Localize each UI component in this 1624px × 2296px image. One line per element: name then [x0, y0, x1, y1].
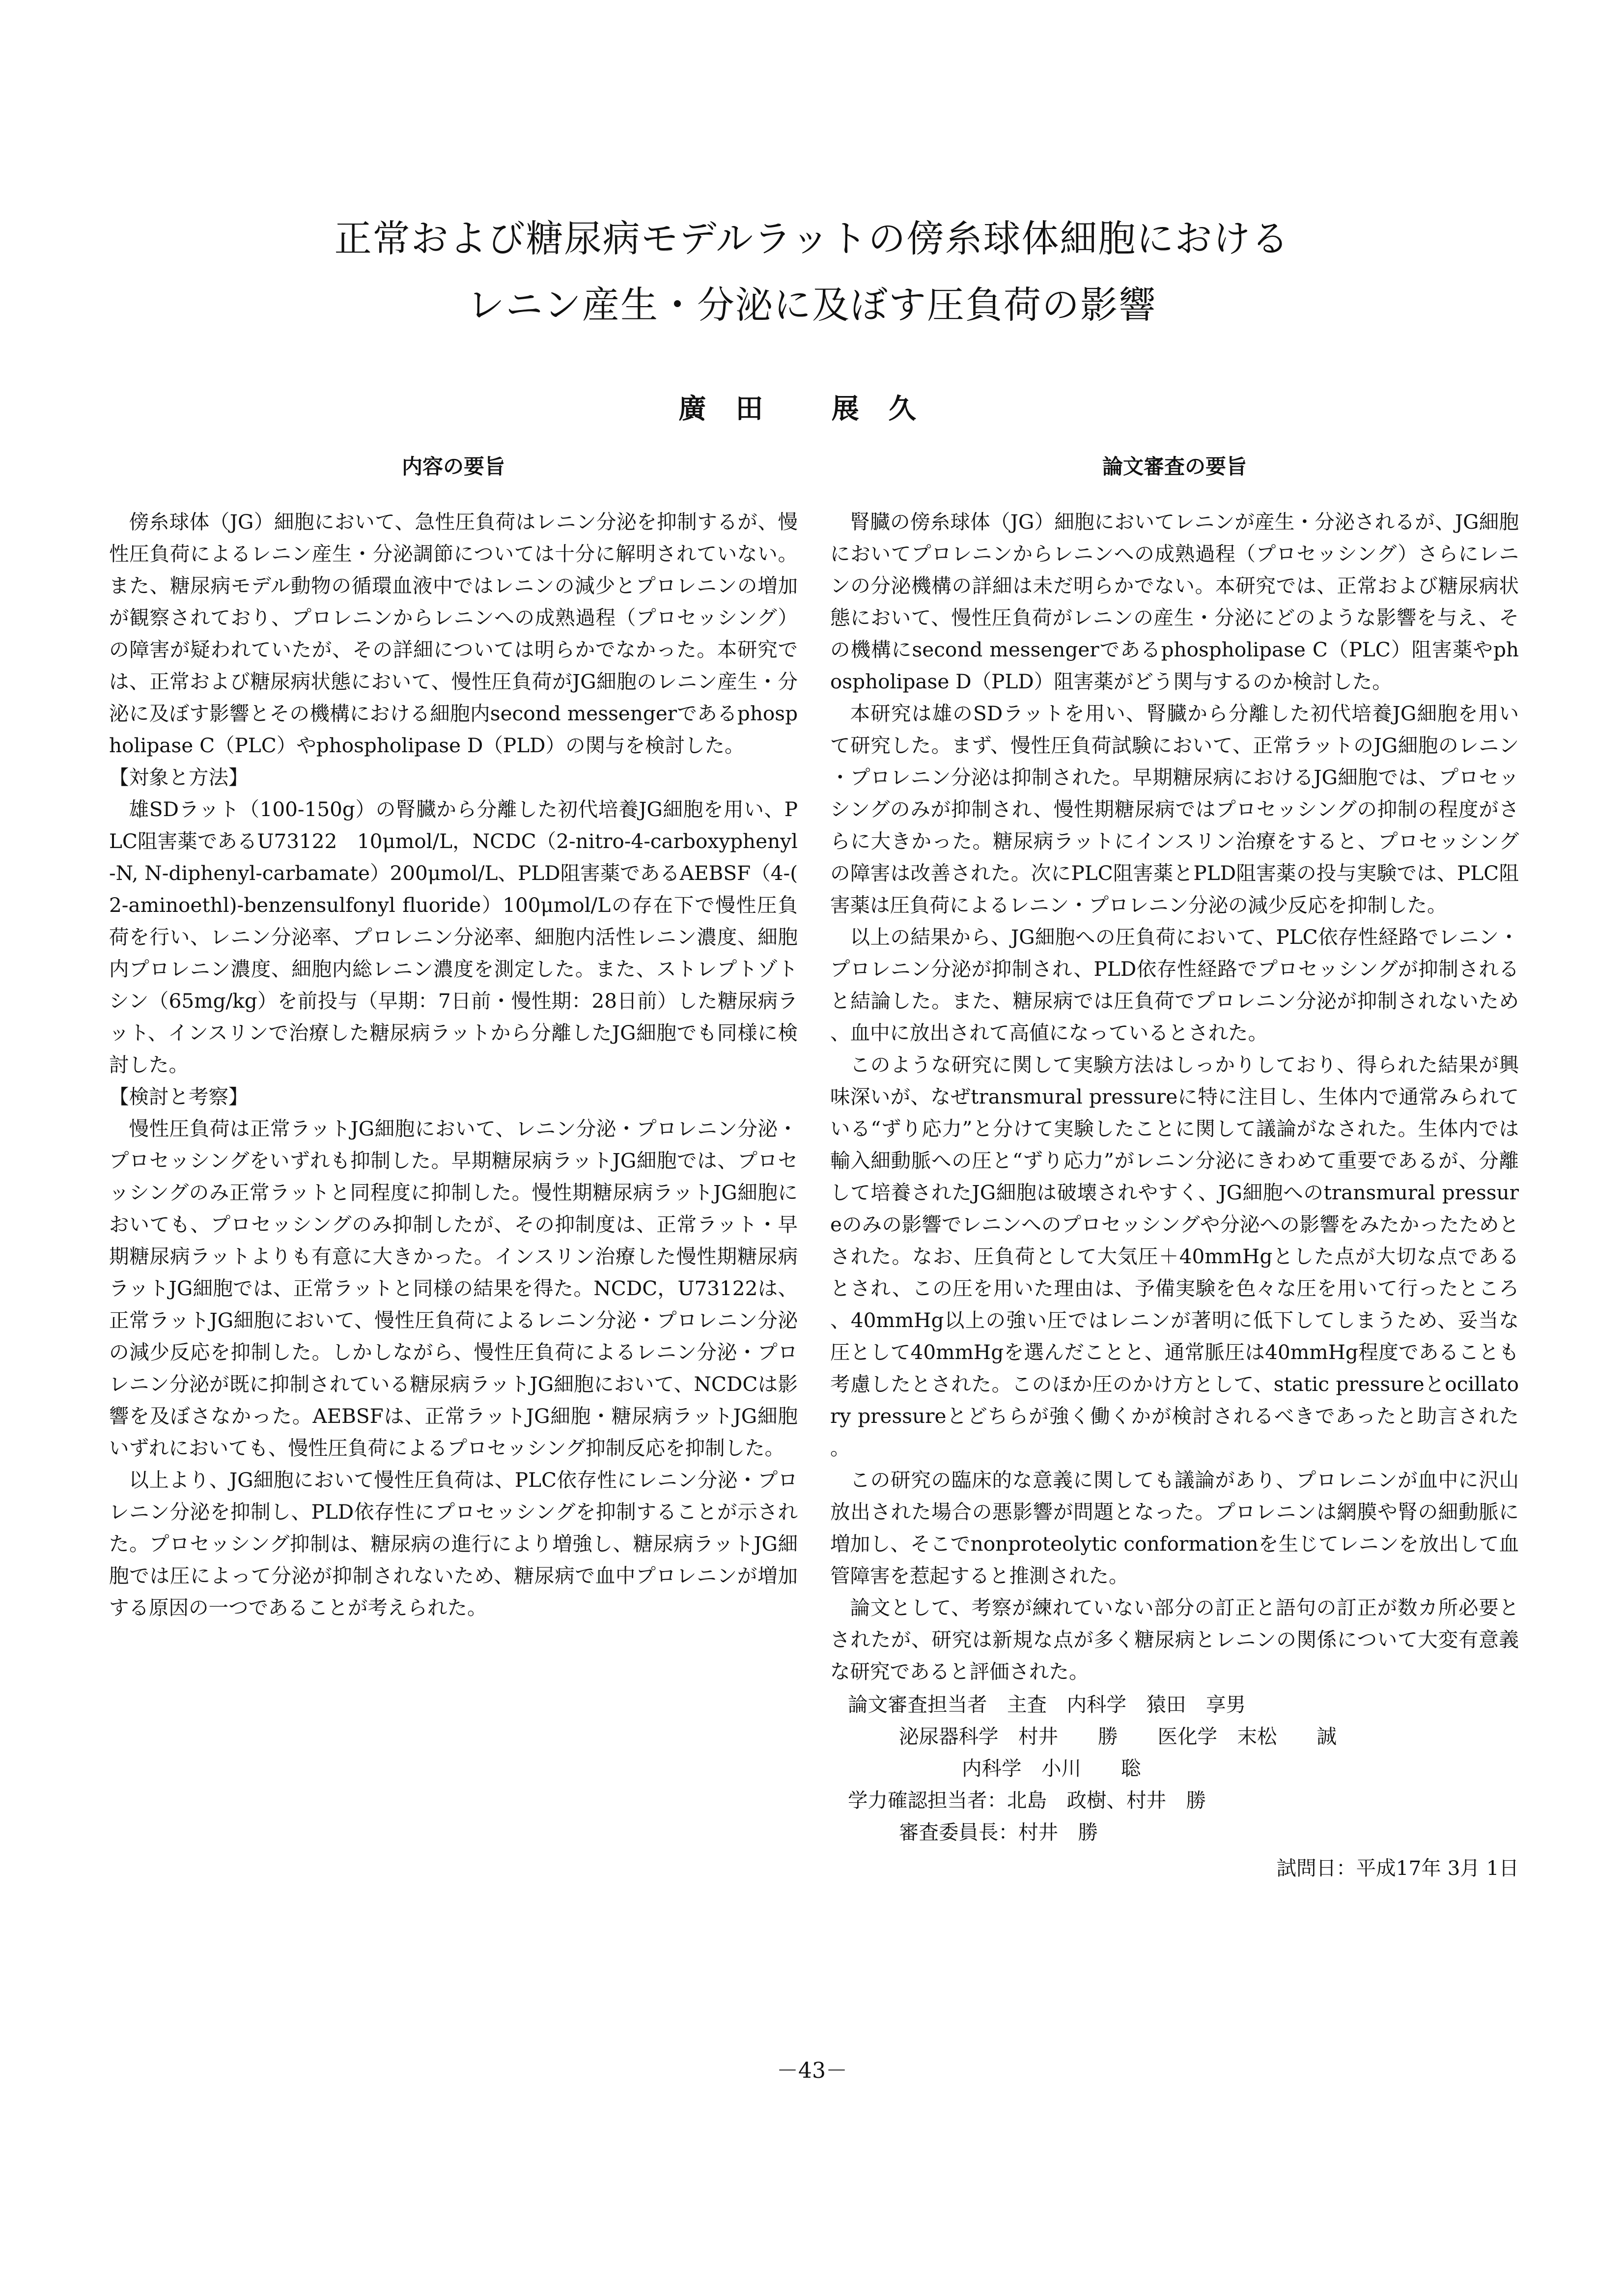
- review-column: [830, 447, 1519, 1884]
- reviewer-line: 内科学 小川 聡: [962, 1757, 1141, 1780]
- summary-heading: 内容の要旨: [401, 454, 505, 479]
- summary-column: [109, 447, 798, 1624]
- methods-heading: 【対象と方法】: [109, 765, 249, 789]
- reviewer-list: [830, 1689, 1519, 1848]
- reviewer-line: 泌尿器科学 村井 勝 医化学 末松 誠: [899, 1725, 1337, 1748]
- exam-date: 試問日：平成17年 3月 1日: [1276, 1856, 1519, 1880]
- discussion-text: 慢性圧負荷は正常ラットJG細胞において、レニン分泌・プロレニン分泌・プロセッシングをいずれも抑制した。早期糖尿病ラットJG細胞では、プロセッシングのみ正常ラットと同程度に抑制した。慢性期糖尿病ラットJG細胞においても、プロセッシングのみ抑制したが、その抑制度は、正常ラット・早期糖尿病ラットよりも有意に大きかった。インスリン治療した慢性期糖尿病ラットJG細胞では、正常ラットと同様の結果を得た。NCDC，U73122は、正常ラットJG細胞において、慢性圧負荷によるレニン分泌・プロレニン分泌の減少反応を抑制した。しかしながら、慢性圧負荷によるレニン分泌・プロレニン分泌が既に抑制されている糖尿病ラットJG細胞において、NCDCは影響を及ぼさなかった。AEBSFは、正常ラットJG細胞・糖尿病ラットJG細胞いずれにおいても、慢性圧負荷によるプロセッシング抑制反応を抑制した。: [109, 1117, 798, 1460]
- review-paragraph-4: このような研究に関して実験方法はしっかりしており、得られた結果が興味深いが、なぜtransmural pressureに特に注目し、生体内で通常みられている“ずり応力”と分けて実験したことに関して議論がなされた。生体内では輸入細動脈への圧と“ずり応力”がレニン分泌にきわめて重要であるが、分離して培養されたJG細胞は破壊されやすく、JG細胞へのtransmural pressureのみの影響でレニンへのプロセッシングや分泌への影響をみたかったためとされた。なお、圧負荷として大気圧＋40mmHgとした点が大切な点であるとされ、この圧を用いた理由は、予備実験を色々な圧を用いて行ったところ、40mmHg以上の強い圧ではレニンが著明に低下してしまうため、妥当な圧として40mmHgを選んだことと、通常脈圧は40mmHg程度であることも考慮したとされた。このほか圧のかけ方として、static pressureとocillatory pressureとどちらが強く働くかが検討されるべきであったと助言された。: [830, 1053, 1519, 1460]
- author-name: 廣田 展久: [678, 393, 946, 425]
- review-paragraph-3: 以上の結果から、JG細胞への圧負荷において、PLC依存性経路でレニン・プロレニン分泌が抑制され、PLD依存性経路でプロセッシングが抑制されると結論した。また、糖尿病では圧負荷でプロレニン分泌が抑制されないため、血中に放出されて高値になっているとされた。: [830, 925, 1519, 1045]
- reviewer-line: 審査委員長：村井 勝: [899, 1820, 1098, 1844]
- reviewer-line: 論文審査担当者 主査 内科学 猿田 享男: [848, 1693, 1246, 1716]
- conclusion-text: 以上より、JG細胞において慢性圧負荷は、PLC依存性にレニン分泌・プロレニン分泌を抑制し、PLD依存性にプロセッシングを抑制することが示された。プロセッシング抑制は、糖尿病の進行により増強し、糖尿病ラットJG細胞では圧によって分泌が抑制されないため、糖尿病で血中プロレニンが増加する原因の一つであることが考えられた。: [109, 1468, 798, 1619]
- discussion-heading: 【検討と考察】: [109, 1085, 249, 1108]
- title-line-1: 正常および糖尿病モデルラットの傍糸球体細胞における: [334, 217, 1290, 260]
- review-paragraph-6: 論文として、考察が練れていない部分の訂正と語句の訂正が数カ所必要とされたが、研究は新規な点が多く糖尿病とレニンの関係について大変有意義な研究であると評価された。: [830, 1596, 1519, 1683]
- title-line-2: レニン産生・分泌に及ぼす圧負荷の影響: [467, 283, 1157, 327]
- paper-title: [0, 205, 1624, 338]
- methods-text: 雄SDラット（100-150g）の腎臓から分離した初代培養JG細胞を用い、PLC阻害薬であるU73122 10μmol/L，NCDC（2-nitro-4-carboxyphenyl-N, N-diphenyl-carbamate）200μmol/L、PLD阻害薬であるAEBSF（4-(2-aminoethl)-benzensulfonyl fluoride）100μmol/Lの存在下で慢性圧負荷を行い、レニン分泌率、プロレニン分泌率、細胞内活性レニン濃度、細胞内プロレニン濃度、細胞内総レニン濃度を測定した。また、ストレプトゾトシン（65mg/kg）を前投与（早期：7日前・慢性期：28日前）した糖尿病ラット、インスリンで治療した糖尿病ラットから分離したJG細胞でも同様に検討した。: [109, 797, 798, 1077]
- review-heading: 論文審査の要旨: [1102, 454, 1247, 479]
- review-paragraph-5: この研究の臨床的な意義に関しても議論があり、プロレニンが血中に沢山放出された場合の悪影響が問題となった。プロレニンは網膜や腎の細動脈に増加し、そこでnonproteolytic conformationを生じてレニンを放出して血管障害を惹起すると推測された。: [830, 1468, 1519, 1587]
- reviewer-line: 学力確認担当者：北島 政樹、村井 勝: [848, 1788, 1206, 1812]
- summary-intro: 傍糸球体（JG）細胞において、急性圧負荷はレニン分泌を抑制するが、慢性圧負荷によるレニン産生・分泌調節については十分に解明されていない。また、糖尿病モデル動物の循環血液中ではレニンの減少とプロレニンの増加が観察されており、プロレニンからレニンへの成熟過程（プロセッシング）の障害が疑われていたが、その詳細については明らかでなかった。本研究では、正常および糖尿病状態において、慢性圧負荷がJG細胞のレニン産生・分泌に及ぼす影響とその機構における細胞内second messengerであるphospholipase C（PLC）やphospholipase D（PLD）の関与を検討した。: [109, 510, 798, 757]
- review-paragraph-1: 腎臓の傍糸球体（JG）細胞においてレニンが産生・分泌されるが、JG細胞においてプロレニンからレニンへの成熟過程（プロセッシング）さらにレニンの分泌機構の詳細は未だ明らかでない。本研究では、正常および糖尿病状態において、慢性圧負荷がレニンの産生・分泌にどのような影響を与え、その機構にsecond messengerであるphospholipase C（PLC）阻害薬やphospholipase D（PLD）阻害薬がどう関与するのか検討した。: [830, 510, 1519, 693]
- review-paragraph-2: 本研究は雄のSDラットを用い、腎臓から分離した初代培養JG細胞を用いて研究した。まず、慢性圧負荷試験において、正常ラットのJG細胞のレニン・プロレニン分泌は抑制された。早期糖尿病におけるJG細胞では、プロセッシングのみが抑制され、慢性期糖尿病ではプロセッシングの抑制の程度がさらに大きかった。糖尿病ラットにインスリン治療をすると、プロセッシングの障害は改善された。次にPLC阻害薬とPLD阻害薬の投与実験では、PLC阻害薬は圧負荷によるレニン・プロレニン分泌の減少反応を抑制した。: [830, 702, 1519, 917]
- page-number: －43－: [777, 2058, 847, 2083]
